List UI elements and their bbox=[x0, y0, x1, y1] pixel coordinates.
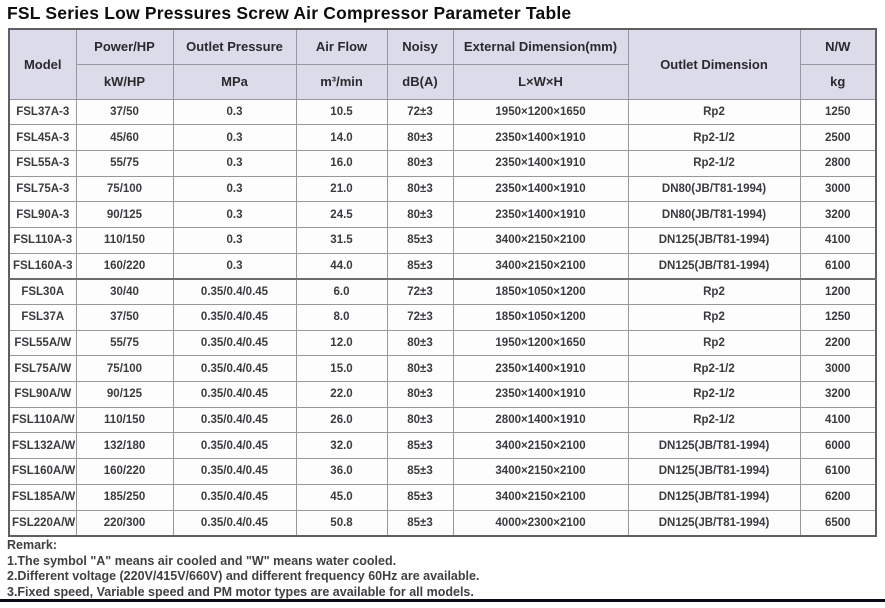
cell-airflow: 50.8 bbox=[296, 510, 387, 536]
cell-noisy: 80±3 bbox=[387, 176, 453, 202]
cell-weight: 6500 bbox=[800, 510, 876, 536]
cell-pressure: 0.35/0.4/0.45 bbox=[173, 484, 296, 510]
cell-weight: 2500 bbox=[800, 125, 876, 151]
cell-dimension: 4000×2300×2100 bbox=[453, 510, 628, 536]
cell-power: 37/50 bbox=[76, 305, 173, 331]
cell-model: FSL55A-3 bbox=[9, 150, 76, 176]
table-row bbox=[9, 382, 876, 408]
cell-power: 132/180 bbox=[76, 433, 173, 459]
cell-outlet: DN125(JB/T81-1994) bbox=[628, 484, 800, 510]
cell-pressure: 0.35/0.4/0.45 bbox=[173, 510, 296, 536]
cell-airflow: 26.0 bbox=[296, 407, 387, 433]
cell-model: FSL90A-3 bbox=[9, 202, 76, 228]
table-row bbox=[9, 484, 876, 510]
table-row bbox=[9, 99, 876, 125]
remark-line: 1.The symbol "A" means air cooled and "W" means water cooled. bbox=[7, 553, 397, 568]
cell-weight: 6100 bbox=[800, 253, 876, 279]
col-header-noisy: Noisy bbox=[387, 29, 453, 64]
cell-weight: 6100 bbox=[800, 459, 876, 485]
cell-airflow: 36.0 bbox=[296, 459, 387, 485]
cell-airflow: 22.0 bbox=[296, 382, 387, 408]
parameter-table bbox=[8, 28, 877, 537]
cell-model: FSL30A bbox=[9, 279, 76, 305]
table-row bbox=[9, 253, 876, 279]
cell-weight: 6200 bbox=[800, 484, 876, 510]
cell-model: FSL90A/W bbox=[9, 382, 76, 408]
cell-dimension: 2350×1400×1910 bbox=[453, 176, 628, 202]
cell-weight: 1200 bbox=[800, 279, 876, 305]
cell-model: FSL75A-3 bbox=[9, 176, 76, 202]
cell-outlet: Rp2 bbox=[628, 99, 800, 125]
cell-model: FSL37A-3 bbox=[9, 99, 76, 125]
cell-noisy: 85±3 bbox=[387, 227, 453, 253]
remark-line: 2.Different voltage (220V/415V/660V) and different frequency 60Hz are available. bbox=[7, 569, 480, 584]
cell-noisy: 85±3 bbox=[387, 459, 453, 485]
cell-noisy: 72±3 bbox=[387, 99, 453, 125]
page-title: FSL Series Low Pressures Screw Air Compressor Parameter Table bbox=[7, 3, 572, 23]
cell-outlet: Rp2-1/2 bbox=[628, 125, 800, 151]
col-unit-power: kW/HP bbox=[76, 64, 173, 99]
col-unit-noisy: dB(A) bbox=[387, 64, 453, 99]
cell-airflow: 12.0 bbox=[296, 330, 387, 356]
cell-dimension: 2800×1400×1910 bbox=[453, 407, 628, 433]
cell-pressure: 0.35/0.4/0.45 bbox=[173, 356, 296, 382]
cell-pressure: 0.3 bbox=[173, 227, 296, 253]
cell-dimension: 1850×1050×1200 bbox=[453, 305, 628, 331]
cell-dimension: 3400×2150×2100 bbox=[453, 484, 628, 510]
table-row bbox=[9, 279, 876, 305]
cell-power: 30/40 bbox=[76, 279, 173, 305]
remarks-section bbox=[7, 538, 479, 601]
cell-dimension: 3400×2150×2100 bbox=[453, 227, 628, 253]
cell-power: 37/50 bbox=[76, 99, 173, 125]
cell-noisy: 72±3 bbox=[387, 305, 453, 331]
cell-outlet: DN125(JB/T81-1994) bbox=[628, 510, 800, 536]
cell-outlet: Rp2-1/2 bbox=[628, 382, 800, 408]
cell-weight: 6000 bbox=[800, 433, 876, 459]
cell-power: 110/150 bbox=[76, 407, 173, 433]
cell-airflow: 32.0 bbox=[296, 433, 387, 459]
cell-model: FSL110A/W bbox=[9, 407, 76, 433]
table-row bbox=[9, 227, 876, 253]
cell-weight: 3200 bbox=[800, 382, 876, 408]
col-unit-net-weight: kg bbox=[800, 64, 876, 99]
cell-model: FSL160A-3 bbox=[9, 253, 76, 279]
cell-power: 220/300 bbox=[76, 510, 173, 536]
cell-model: FSL220A/W bbox=[9, 510, 76, 536]
cell-power: 160/220 bbox=[76, 253, 173, 279]
cell-noisy: 85±3 bbox=[387, 510, 453, 536]
cell-pressure: 0.35/0.4/0.45 bbox=[173, 407, 296, 433]
cell-noisy: 80±3 bbox=[387, 382, 453, 408]
col-header-model: Model bbox=[9, 29, 76, 99]
cell-pressure: 0.3 bbox=[173, 125, 296, 151]
cell-outlet: DN125(JB/T81-1994) bbox=[628, 459, 800, 485]
cell-noisy: 80±3 bbox=[387, 407, 453, 433]
cell-weight: 1250 bbox=[800, 305, 876, 331]
table-body bbox=[9, 99, 876, 536]
cell-outlet: DN80(JB/T81-1994) bbox=[628, 176, 800, 202]
cell-weight: 4100 bbox=[800, 227, 876, 253]
cell-noisy: 80±3 bbox=[387, 125, 453, 151]
cell-dimension: 1950×1200×1650 bbox=[453, 99, 628, 125]
cell-noisy: 80±3 bbox=[387, 150, 453, 176]
cell-noisy: 72±3 bbox=[387, 279, 453, 305]
cell-pressure: 0.3 bbox=[173, 202, 296, 228]
cell-model: FSL110A-3 bbox=[9, 227, 76, 253]
col-unit-outlet-pressure: MPa bbox=[173, 64, 296, 99]
cell-pressure: 0.3 bbox=[173, 99, 296, 125]
cell-noisy: 85±3 bbox=[387, 253, 453, 279]
table-row bbox=[9, 459, 876, 485]
cell-pressure: 0.3 bbox=[173, 176, 296, 202]
header-row-main bbox=[9, 29, 876, 64]
table-row bbox=[9, 330, 876, 356]
cell-power: 160/220 bbox=[76, 459, 173, 485]
cell-outlet: Rp2-1/2 bbox=[628, 407, 800, 433]
cell-model: FSL132A/W bbox=[9, 433, 76, 459]
cell-pressure: 0.3 bbox=[173, 253, 296, 279]
cell-airflow: 31.5 bbox=[296, 227, 387, 253]
cell-weight: 4100 bbox=[800, 407, 876, 433]
cell-dimension: 3400×2150×2100 bbox=[453, 253, 628, 279]
cell-dimension: 3400×2150×2100 bbox=[453, 459, 628, 485]
col-unit-external-dimension: L×W×H bbox=[453, 64, 628, 99]
cell-dimension: 1850×1050×1200 bbox=[453, 279, 628, 305]
table-row bbox=[9, 202, 876, 228]
cell-pressure: 0.3 bbox=[173, 150, 296, 176]
cell-pressure: 0.35/0.4/0.45 bbox=[173, 279, 296, 305]
col-unit-air-flow: m³/min bbox=[296, 64, 387, 99]
cell-power: 55/75 bbox=[76, 150, 173, 176]
cell-power: 75/100 bbox=[76, 356, 173, 382]
cell-pressure: 0.35/0.4/0.45 bbox=[173, 330, 296, 356]
cell-model: FSL160A/W bbox=[9, 459, 76, 485]
cell-power: 90/125 bbox=[76, 202, 173, 228]
cell-weight: 2200 bbox=[800, 330, 876, 356]
cell-airflow: 16.0 bbox=[296, 150, 387, 176]
cell-model: FSL55A/W bbox=[9, 330, 76, 356]
cell-weight: 3200 bbox=[800, 202, 876, 228]
cell-power: 110/150 bbox=[76, 227, 173, 253]
cell-noisy: 80±3 bbox=[387, 330, 453, 356]
cell-noisy: 80±3 bbox=[387, 202, 453, 228]
table-header bbox=[9, 29, 876, 99]
cell-weight: 3000 bbox=[800, 356, 876, 382]
cell-outlet: Rp2 bbox=[628, 305, 800, 331]
cell-model: FSL45A-3 bbox=[9, 125, 76, 151]
cell-airflow: 21.0 bbox=[296, 176, 387, 202]
cell-pressure: 0.35/0.4/0.45 bbox=[173, 382, 296, 408]
table-row bbox=[9, 356, 876, 382]
table-row bbox=[9, 176, 876, 202]
bottom-divider-bar bbox=[0, 599, 885, 602]
cell-airflow: 8.0 bbox=[296, 305, 387, 331]
table-row bbox=[9, 407, 876, 433]
cell-outlet: Rp2 bbox=[628, 330, 800, 356]
cell-airflow: 6.0 bbox=[296, 279, 387, 305]
table-row bbox=[9, 305, 876, 331]
table-row bbox=[9, 150, 876, 176]
cell-outlet: DN125(JB/T81-1994) bbox=[628, 253, 800, 279]
cell-dimension: 2350×1400×1910 bbox=[453, 150, 628, 176]
cell-dimension: 2350×1400×1910 bbox=[453, 125, 628, 151]
remark-line: 3.Fixed speed, Variable speed and PM motor types are available for all models. bbox=[7, 585, 474, 600]
cell-noisy: 85±3 bbox=[387, 433, 453, 459]
cell-dimension: 2350×1400×1910 bbox=[453, 202, 628, 228]
cell-power: 55/75 bbox=[76, 330, 173, 356]
cell-noisy: 85±3 bbox=[387, 484, 453, 510]
cell-pressure: 0.35/0.4/0.45 bbox=[173, 459, 296, 485]
cell-weight: 3000 bbox=[800, 176, 876, 202]
cell-noisy: 80±3 bbox=[387, 356, 453, 382]
cell-dimension: 2350×1400×1910 bbox=[453, 382, 628, 408]
parameter-table-container bbox=[8, 28, 875, 537]
cell-outlet: DN80(JB/T81-1994) bbox=[628, 202, 800, 228]
cell-airflow: 24.5 bbox=[296, 202, 387, 228]
col-header-air-flow: Air Flow bbox=[296, 29, 387, 64]
cell-airflow: 44.0 bbox=[296, 253, 387, 279]
cell-model: FSL75A/W bbox=[9, 356, 76, 382]
cell-model: FSL185A/W bbox=[9, 484, 76, 510]
cell-dimension: 1950×1200×1650 bbox=[453, 330, 628, 356]
col-header-net-weight: N/W bbox=[800, 29, 876, 64]
col-header-outlet-pressure: Outlet Pressure bbox=[173, 29, 296, 64]
remarks-title: Remark: bbox=[7, 538, 58, 552]
cell-power: 90/125 bbox=[76, 382, 173, 408]
table-row bbox=[9, 433, 876, 459]
table-row bbox=[9, 510, 876, 536]
cell-pressure: 0.35/0.4/0.45 bbox=[173, 305, 296, 331]
cell-outlet: Rp2-1/2 bbox=[628, 150, 800, 176]
col-header-external-dimension: External Dimension(mm) bbox=[453, 29, 628, 64]
cell-dimension: 2350×1400×1910 bbox=[453, 356, 628, 382]
col-header-outlet-dimension: Outlet Dimension bbox=[628, 29, 800, 99]
cell-outlet: DN125(JB/T81-1994) bbox=[628, 227, 800, 253]
cell-outlet: DN125(JB/T81-1994) bbox=[628, 433, 800, 459]
cell-airflow: 45.0 bbox=[296, 484, 387, 510]
table-row bbox=[9, 125, 876, 151]
cell-outlet: Rp2-1/2 bbox=[628, 356, 800, 382]
cell-airflow: 14.0 bbox=[296, 125, 387, 151]
cell-weight: 1250 bbox=[800, 99, 876, 125]
cell-pressure: 0.35/0.4/0.45 bbox=[173, 433, 296, 459]
cell-power: 45/60 bbox=[76, 125, 173, 151]
cell-airflow: 15.0 bbox=[296, 356, 387, 382]
cell-outlet: Rp2 bbox=[628, 279, 800, 305]
cell-power: 185/250 bbox=[76, 484, 173, 510]
col-header-power: Power/HP bbox=[76, 29, 173, 64]
cell-model: FSL37A bbox=[9, 305, 76, 331]
cell-dimension: 3400×2150×2100 bbox=[453, 433, 628, 459]
cell-power: 75/100 bbox=[76, 176, 173, 202]
cell-weight: 2800 bbox=[800, 150, 876, 176]
cell-airflow: 10.5 bbox=[296, 99, 387, 125]
